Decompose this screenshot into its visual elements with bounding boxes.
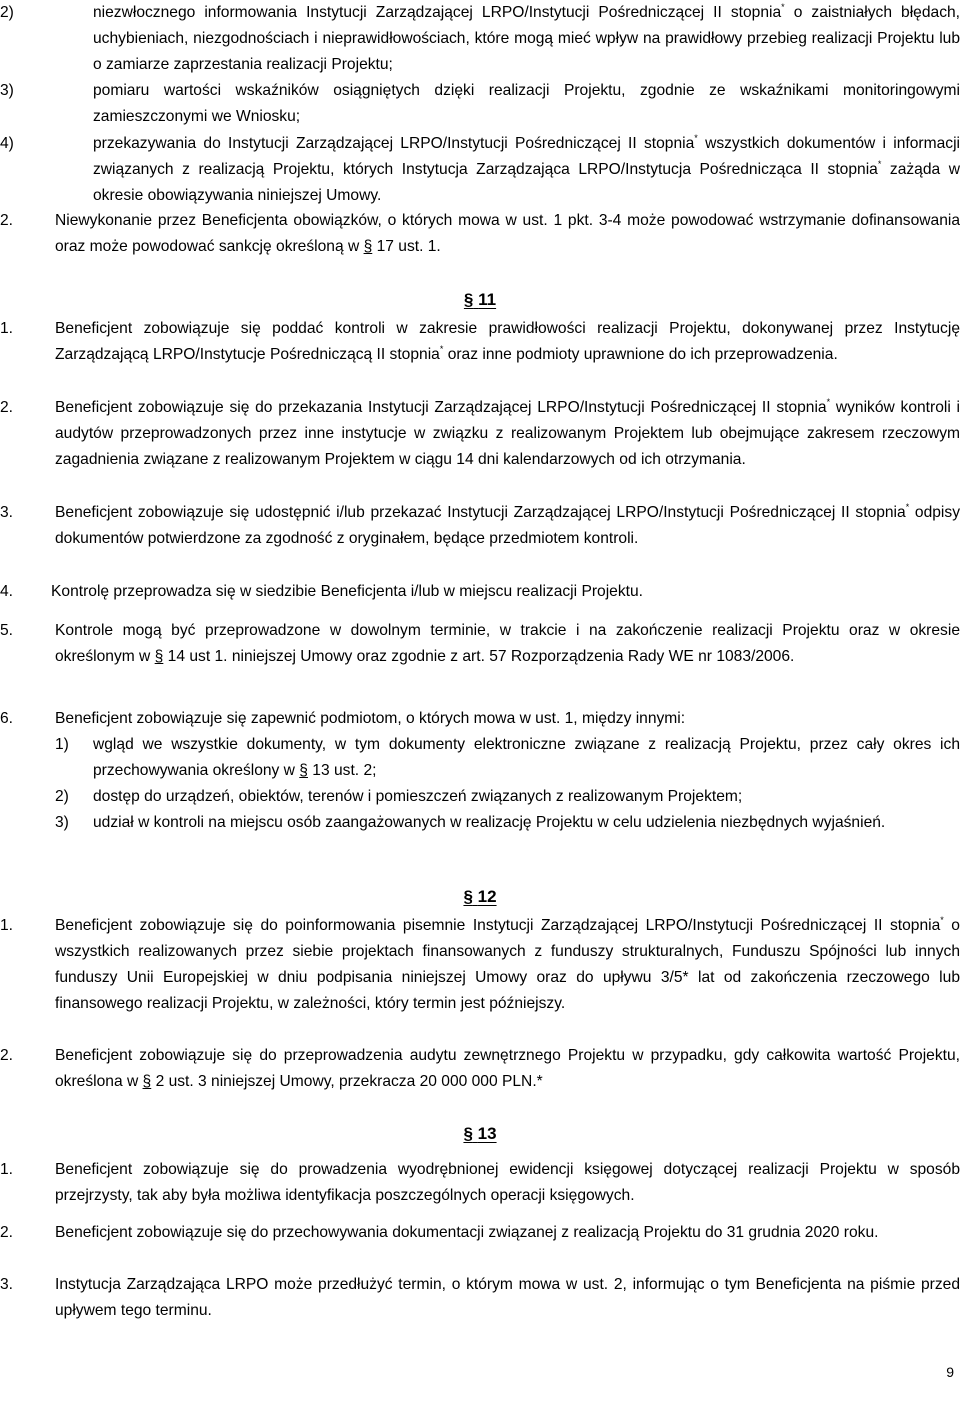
- paragraph: [0, 1157, 960, 1209]
- section-reference: §: [299, 762, 308, 779]
- paragraph-number: 2.: [0, 212, 14, 229]
- section-symbol: §: [463, 1124, 473, 1143]
- paragraph: [0, 395, 960, 473]
- section-reference: §: [363, 238, 373, 255]
- section-reference: §: [154, 648, 164, 665]
- paragraph-number: 1.: [0, 1161, 14, 1178]
- section-heading: [0, 288, 960, 312]
- list-item-number: 2): [55, 788, 69, 805]
- paragraph-number: 1.: [0, 320, 14, 337]
- paragraph-text: Beneficjent zobowiązuje się poddać kontroli w zakresie prawidłowości realizacji Projektu, dokonywanej przez Instytucję Zarządzającą LRPO/Instytucje Pośredniczącą II stopnia* oraz inne podmioty uprawnione do ich przeprowadzenia.: [55, 320, 960, 363]
- paragraph-text: Beneficjent zobowiązuje się do przekazania Instytucji Zarządzającej LRPO/Instytucji Pośredniczącej II stopnia* wyników kontroli i audytów przeprowadzonych przez inne instytucje w związku z realizowanym Projektem lub obejmujące zakresem rzeczowym zagadnienia związane z realizowanym Projektem w ciągu 14 dni kalendarzowych od ich otrzymania.: [55, 397, 960, 468]
- section-symbol: §: [463, 887, 473, 906]
- paragraph-text: Beneficjent zobowiązuje się zapewnić podmiotom, o których mowa w ust. 1, między innymi:: [55, 710, 686, 727]
- list-item-text: przekazywania do Instytucji Zarządzającej LRPO/Instytucji Pośredniczącej II stopnia* wszystkich dokumentów i informacji związanych z realizacją Projektu, których Instytucja Zarządzająca LRPO/Instytucja Pośrednicząca II stopnia* zażąda w okresie obowiązywania niniejszej Umowy.: [93, 133, 960, 204]
- list-item-number: 2): [0, 4, 14, 21]
- list-item-text: pomiaru wartości wskaźników osiągniętych dzięki realizacji Projektu, zgodnie ze wskaźnikami monitoringowymi zamieszczonymi we Wniosku;: [93, 82, 960, 125]
- list-item: [0, 131, 960, 209]
- section-heading: [0, 885, 960, 909]
- paragraph: [0, 706, 960, 732]
- paragraph-text: Beneficjent zobowiązuje się do przechowywania dokumentacji związanej z realizacją Projektu do 31 grudnia 2020 roku.: [55, 1224, 879, 1241]
- paragraph-text: Beneficjent zobowiązuje się udostępnić i/lub przekazać Instytucji Zarządzającej LRPO/Instytucji Pośredniczącej II stopnia* odpisy dokumentów potwierdzone za zgodność z oryginałem, będące przedmiotem kontroli.: [55, 502, 960, 547]
- list-item: [0, 78, 960, 130]
- page-number: 9: [946, 1364, 954, 1380]
- list-item: [55, 810, 960, 836]
- paragraph: [0, 500, 960, 552]
- paragraph-number: 2.: [0, 1047, 14, 1064]
- paragraph-number: 3.: [0, 504, 14, 521]
- paragraph-text: Beneficjent zobowiązuje się do przeprowadzenia audytu zewnętrznego Projektu w przypadku, gdy całkowita wartość Projektu, określona w § 2 ust. 3 niniejszej Umowy, przekracza 20 000 000 PLN.*: [55, 1047, 960, 1090]
- section-heading: [0, 1122, 960, 1146]
- list-item: [0, 0, 960, 78]
- paragraph-number: 1.: [0, 917, 14, 934]
- paragraph-number: 5.: [0, 622, 14, 639]
- list-item-number: 4): [0, 135, 14, 152]
- paragraph-number: 6.: [0, 710, 14, 727]
- paragraph-text: Niewykonanie przez Beneficjenta obowiązków, o których mowa w ust. 1 pkt. 3-4 może powodować wstrzymanie dofinansowania oraz może powodować sankcję określoną w § 17 ust. 1.: [55, 212, 960, 255]
- section-number: 12: [477, 887, 497, 906]
- section-reference: §: [142, 1073, 152, 1090]
- paragraph: [0, 208, 960, 260]
- list-item-number: 1): [55, 736, 69, 753]
- paragraph-number: 3.: [0, 1276, 14, 1293]
- paragraph: [0, 579, 960, 605]
- list-item-number: 3): [0, 82, 14, 99]
- paragraph-text: Kontrolę przeprowadza się w siedzibie Beneficjenta i/lub w miejscu realizacji Projektu.: [51, 583, 643, 600]
- list-item-text: niezwłocznego informowania Instytucji Zarządzającej LRPO/Instytucji Pośredniczącej II stopnia* o zaistniałych błędach, uchybieniach, niezgodnościach i nieprawidłowościach, które mogą mieć wpływ na prawidłowy przebieg realizacji Projektu lub o zamiarze zaprzestania realizacji Projektu;: [93, 2, 960, 73]
- list-item-text: udział w kontroli na miejscu osób zaangażowanych w realizację Projektu w celu udzielenia niezbędnych wyjaśnień.: [93, 814, 886, 831]
- paragraph-number: 2.: [0, 399, 14, 416]
- paragraph: [0, 913, 960, 1017]
- list-item-text: dostęp do urządzeń, obiektów, terenów i pomieszczeń związanych z realizowanym Projektem;: [93, 788, 743, 805]
- paragraph-text: Kontrole mogą być przeprowadzone w dowolnym terminie, w trakcie i na zakończenie realizacji Projektu oraz w okresie określonym w § 14 ust 1. niniejszej Umowy oraz zgodnie z art. 57 Rozporządzenia Rady WE nr 1083/2006.: [55, 622, 960, 665]
- section-symbol: §: [463, 290, 474, 309]
- paragraph: [0, 316, 960, 368]
- paragraph-number: 4.: [0, 583, 14, 600]
- paragraph: [0, 1220, 960, 1246]
- paragraph-number: 2.: [0, 1224, 14, 1241]
- list-item-text: wgląd we wszystkie dokumenty, w tym dokumenty elektroniczne związane z realizacją Projektu, przez cały okres ich przechowywania określony w § 13 ust. 2;: [93, 736, 960, 779]
- paragraph: [0, 1043, 960, 1095]
- list-item: [55, 784, 960, 810]
- paragraph: [0, 618, 960, 670]
- paragraph-text: Beneficjent zobowiązuje się do poinformowania pisemnie Instytucji Zarządzającej LRPO/Instytucji Pośredniczącej II stopnia* o wszystkich realizowanych przez siebie projektach finansowanych z funduszy strukturalnych, Funduszu Spójności lub innych funduszy Unii Europejskiej w dniu podpisania niniejszej Umowy oraz do upływu 3/5* lat od zakończenia rzeczowego lub finansowego realizacji Projektu, w zależności, który termin jest późniejszy.: [55, 915, 960, 1012]
- paragraph-text: Instytucja Zarządzająca LRPO może przedłużyć termin, o którym mowa w ust. 2, informując o tym Beneficjenta na piśmie przed upływem tego terminu.: [55, 1276, 960, 1319]
- list-item: [55, 732, 960, 784]
- section-number: 11: [478, 290, 497, 309]
- section-number: 13: [477, 1124, 497, 1143]
- list-item-number: 3): [55, 814, 69, 831]
- paragraph-text: Beneficjent zobowiązuje się do prowadzenia wyodrębnionej ewidencji księgowej dotyczącej realizacji Projektu w sposób przejrzysty, tak aby była możliwa identyfikacja poszczególnych operacji księgowych.: [55, 1161, 960, 1204]
- paragraph: [0, 1272, 960, 1324]
